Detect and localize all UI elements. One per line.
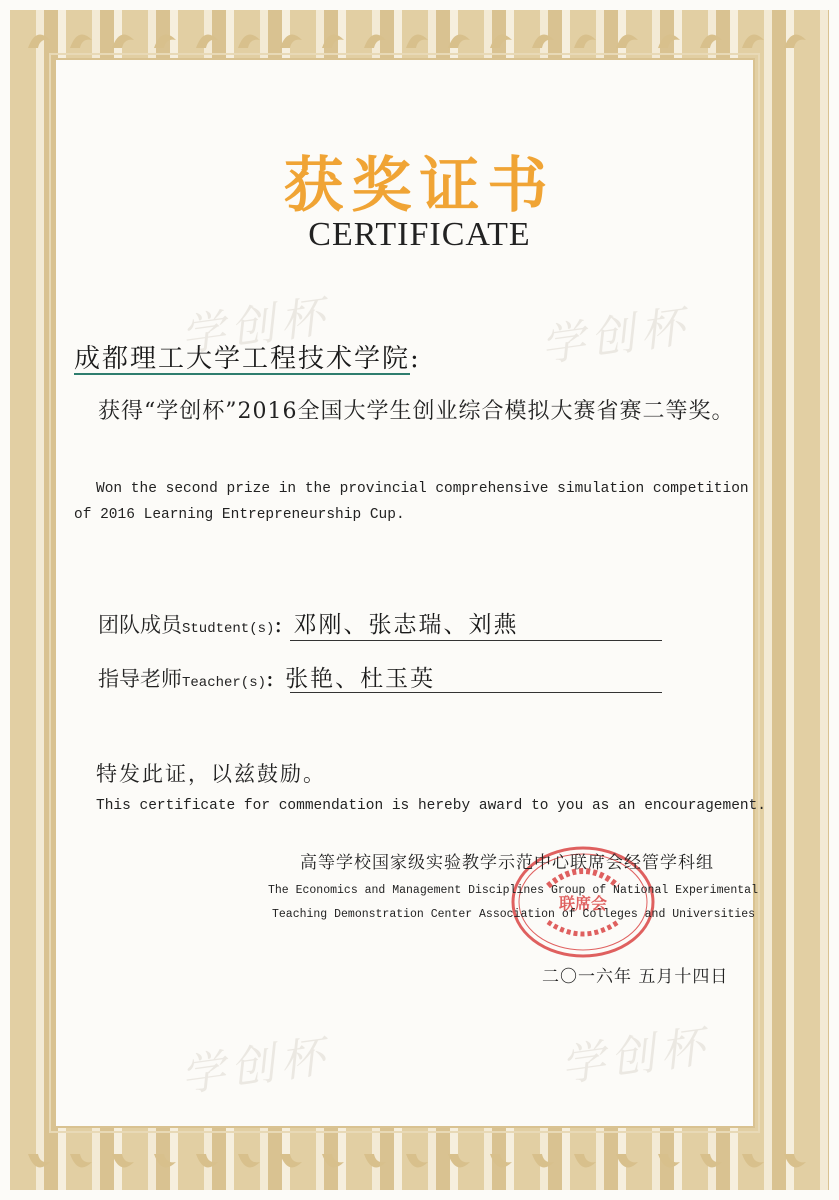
top-ornament bbox=[18, 20, 821, 54]
award-description-en: Won the second prize in the provincial comprehensive simulation competition of 2016 Learning Entrepreneurship Cup. bbox=[74, 481, 749, 523]
award-description-cn: 获得“学创杯”2016全国大学生创业综合模拟大赛省赛二等奖。 bbox=[98, 399, 735, 424]
teacher-label-en: Teacher(s) bbox=[182, 675, 267, 691]
issue-date: 二〇一六年 五月十四日 bbox=[542, 967, 729, 987]
team-underline bbox=[290, 640, 662, 641]
issuing-organization-en-line2: Teaching Demonstration Center Association of Colleges and Universities bbox=[272, 908, 756, 921]
seal-text: 联席会 bbox=[558, 894, 608, 913]
background-watermark: 学创杯 bbox=[557, 1020, 714, 1093]
background-watermark: 学创杯 bbox=[177, 290, 334, 363]
teacher-label-cn: 指导老师 bbox=[98, 667, 182, 691]
team-label-cn: 团队成员 bbox=[98, 613, 182, 637]
recipient-name: 成都理工大学工程技术学院: bbox=[74, 344, 421, 374]
teacher-underline bbox=[290, 692, 662, 693]
background-watermark: 学创杯 bbox=[177, 1030, 334, 1103]
commendation-cn: 特发此证，以兹鼓励。 bbox=[96, 762, 326, 786]
team-label-en: Studtent(s) bbox=[182, 621, 275, 637]
team-members-value: : 邓刚、张志瑞、刘燕 bbox=[274, 612, 519, 638]
background-watermark: 学创杯 bbox=[537, 300, 694, 373]
teacher-row bbox=[98, 660, 435, 696]
bottom-ornament bbox=[18, 1148, 821, 1182]
issuing-organization-en-line1: The Economics and Management Disciplines Group of National Experimental bbox=[268, 884, 758, 897]
recipient-underline bbox=[74, 373, 410, 375]
certificate-title-cn: 获奖证书 bbox=[283, 151, 556, 221]
issuing-organization-cn: 高等学校国家级实验教学示范中心联席会经管学科组 bbox=[300, 853, 714, 873]
commendation-en: This certificate for commendation is hereby award to you as an encouragement. bbox=[96, 798, 767, 814]
certificate-title-en: CERTIFICATE bbox=[308, 216, 531, 253]
teacher-value: : 张艳、杜玉英 bbox=[266, 666, 436, 692]
team-members-row bbox=[98, 606, 518, 642]
